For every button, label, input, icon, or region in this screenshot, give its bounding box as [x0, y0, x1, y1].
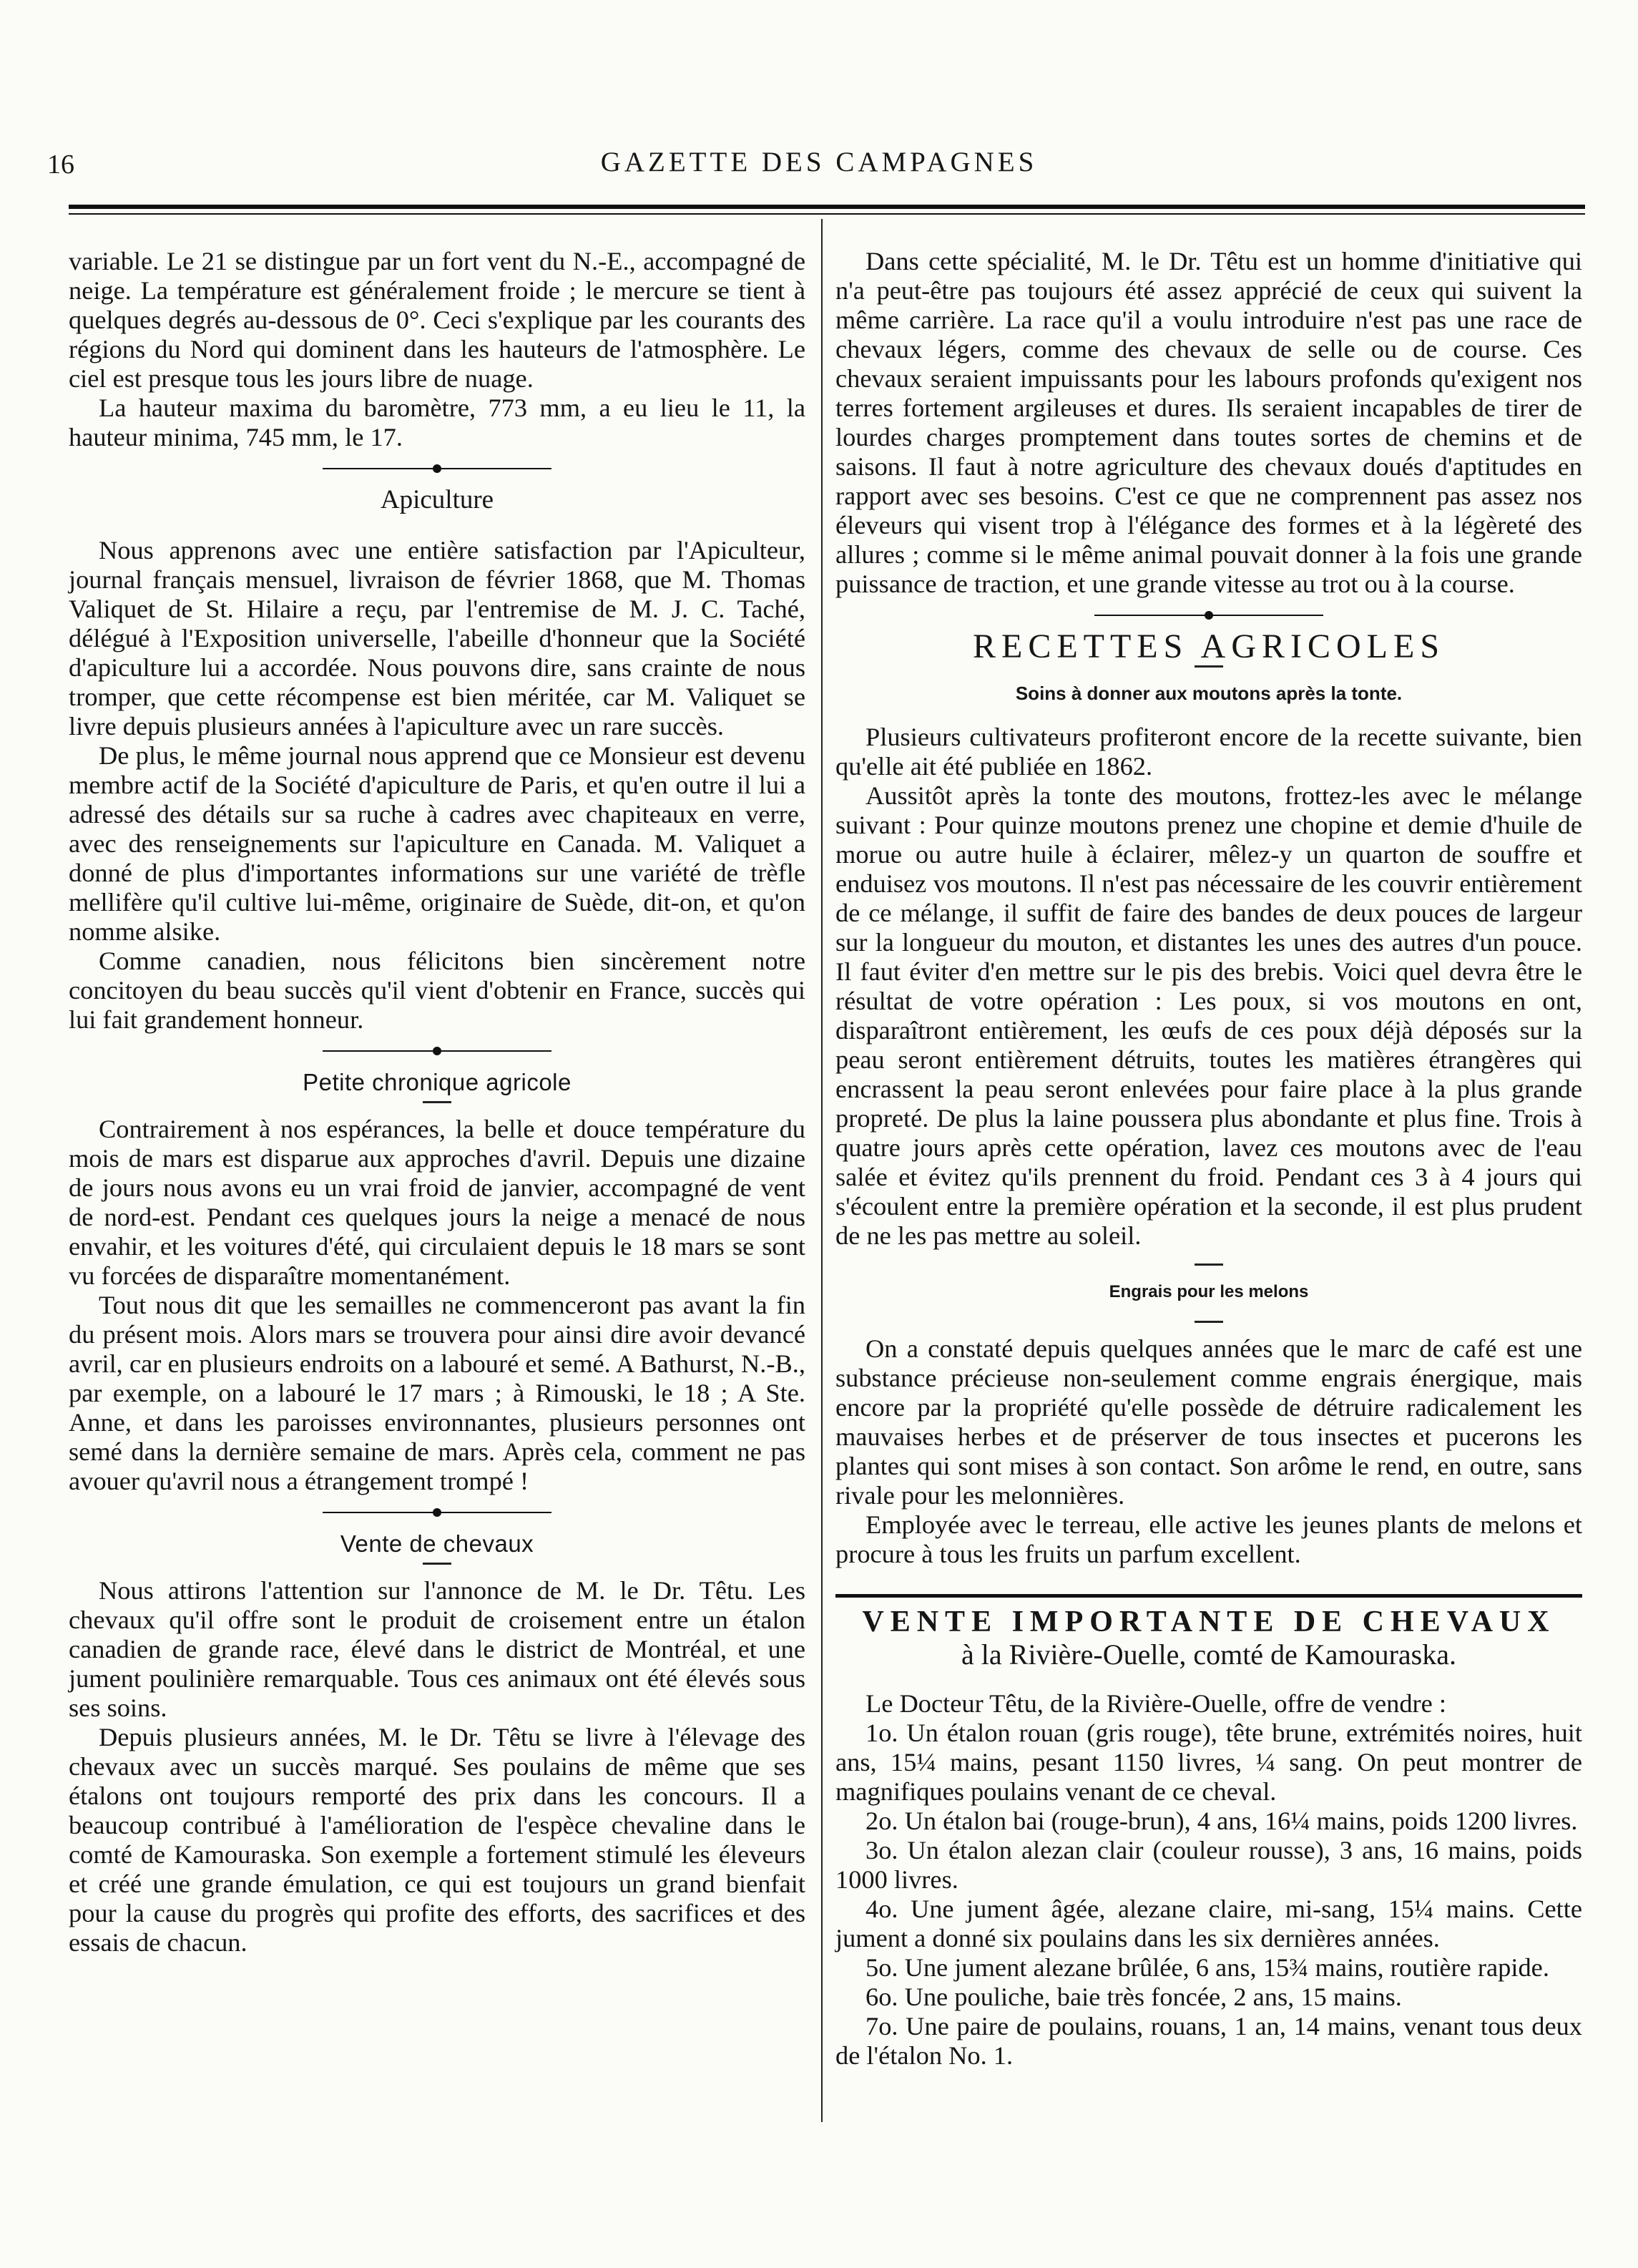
heading-dash	[423, 1101, 451, 1103]
apiculture-paragraph-2: De plus, le même journal nous apprend que ce Monsieur est devenu membre actif de la Société d'apiculture de Paris, et qu'en outre il lui a adressé des détails sur sa ruche à cadres avec chapiteaux en verre, avec des renseignements sur l'apiculture en Canada. M. Valiquet a donné de plus d'importantes informations sur une variété de trèfle mellifère qu'il cultive lui-même, originaire de Suède, dit-on, et qu'on nomme alsike.	[69, 741, 805, 946]
advertisement	[835, 1581, 1582, 2071]
left-column	[69, 247, 805, 1957]
list-item: 3o. Un étalon alezan clair (couleur rousse), 3 ans, 16 mains, poids 1000 livres.	[835, 1836, 1582, 1894]
weather-paragraph: variable. Le 21 se distingue par un fort vent du N.-E., accompagné de neige. La température est généralement froide ; le mercure se tient à quelques degrés au-dessous de 0°. Ceci s'explique par les courants des régions du Nord qui dominent dans les hauteurs de l'atmosphère. Le ciel est presque tous les jours libre de nuage.	[69, 247, 805, 393]
recettes-subheading: Soins à donner aux moutons après la tonte.	[1015, 683, 1403, 704]
section-divider	[323, 468, 551, 469]
melons-paragraph-2: Employée avec le terreau, elle active les jeunes plants de melons et procure à tous les fruits un parfum excellent.	[835, 1510, 1582, 1568]
list-item: 2o. Un étalon bai (rouge-brun), 4 ans, 16¼ mains, poids 1200 livres.	[865, 1807, 1578, 1835]
ad-title: VENTE IMPORTANTE DE CHEVAUX	[862, 1605, 1556, 1638]
section-divider	[323, 1512, 551, 1513]
melons-subheading: Engrais pour les melons	[1109, 1282, 1309, 1301]
heading-dash	[1195, 1321, 1223, 1323]
vente-paragraph-1: Nous attirons l'attention sur l'annonce de M. le Dr. Têtu. Les chevaux qu'il offre sont le produit de croisement entre un étalon canadien de grande race, élevé dans le district de Montréal, et une jument poulinière remarquable. Tous ces animaux ont été élevés sous ses soins.	[69, 1576, 805, 1722]
chronique-paragraph-2: Tout nous dit que les semailles ne commenceront pas avant la fin du présent mois. Alors mars se trouvera pour ainsi dire avoir devancé avril, car en plusieurs endroits on a labouré et semé. A Bathurst, N.-B., par exemple, on a labouré le 17 mars ; à Rimouski, le 18 ; A Ste. Anne, et dans les paroisses environnantes, plusieurs personnes ont semé dans la dernière semaine de mars. Après cela, comment ne pas avouer qu'avril nous a étrangement trompé !	[69, 1291, 805, 1495]
apiculture-paragraph-1: Nous apprenons avec une entière satisfaction par l'Apiculteur, journal français mensuel, livraison de février 1868, que M. Thomas Valiquet de St. Hilaire a reçu, par l'entremise de M. J. C. Taché, délégué à l'Exposition universelle, l'abeille d'honneur que la Société d'apiculture lui a accordée. Nous pouvons dire, sans crainte de nous tromper, que cette récompense est bien méritée, car M. Valiquet se livre depuis plusieurs années à l'apiculture avec un rare succès.	[69, 536, 805, 740]
list-item: 4o. Une jument âgée, alezane claire, mi-sang, 15¼ mains. Cette jument a donné six poulains dans les six dernières années.	[835, 1895, 1582, 1952]
heading-dash	[1195, 1263, 1223, 1266]
list-item: 6o. Une pouliche, baie très foncée, 2 ans, 15 mains.	[865, 1983, 1402, 2011]
chronique-heading: Petite chronique agricole	[303, 1069, 572, 1095]
masthead-rule	[69, 205, 1585, 209]
list-item: 5o. Une jument alezane brûlée, 6 ans, 15¾ mains, routière rapide.	[865, 1953, 1549, 1982]
ad-rule	[835, 1594, 1582, 1598]
apiculture-paragraph-3: Comme canadien, nous félicitons bien sincèrement notre concitoyen du beau succès qu'il vient d'obtenir en France, succès qui lui fait grandement honneur.	[69, 947, 805, 1034]
recettes-heading: RECETTES AGRICOLES	[972, 627, 1446, 665]
ad-subtitle: à la Rivière-Ouelle, comté de Kamouraska.	[961, 1638, 1456, 1671]
barometer-paragraph: La hauteur maxima du baromètre, 773 mm, a eu lieu le 11, la hauteur minima, 745 mm, le 17.	[69, 394, 805, 451]
vente-paragraph-2: Depuis plusieurs années, M. le Dr. Têtu se livre à l'élevage des chevaux avec un succès marqué. Ses poulains de même que ses étalons ont toujours remporté des prix dans les concours. Il a beaucoup contribué à l'amélioration de l'espèce chevaline dans le comté de Kamouraska. Son exemple a fortement stimulé les éleveurs et créé une grande émulation, ce qui est toujours un grand bienfait pour la cause du progrès qui profite des efforts, des sacrifices et des essais de chacun.	[69, 1723, 805, 1957]
horse-breeding-paragraph: Dans cette spécialité, M. le Dr. Têtu est un homme d'initiative qui n'a peut-être pas toujours été assez apprécié de ceux qui suivent la même carrière. La race qu'il a voulu introduire n'est pas une race de chevaux légers, comme des chevaux de selle ou de course. Ces chevaux seraient impuissants pour les labours profonds qu'exigent nos terres fortement argileuses et dures. Ils seraient incapables de tirer de lourdes charges promptement dans toutes sortes de chemins et de saisons. Il faut à notre agriculture des chevaux doués d'aptitudes en rapport avec ses besoins. C'est ce que ne comprennent pas assez nos éleveurs qui visent trop à l'élégance des formes et à la légèreté des allures ; comme si le même animal pouvait donner à la fois une grande puissance de traction, et une grande vitesse au trot ou à la course.	[835, 247, 1582, 598]
right-column	[835, 247, 1582, 1569]
recettes-paragraph-2: Aussitôt après la tonte des moutons, frottez-les avec le mélange suivant : Pour quinze moutons prenez une chopine et demie d'huile de morue ou autre huile à éclairer, mêlez-y un quarton de souffre et enduisez vos moutons. Il n'est pas nécessaire de les couvrir entièrement de ce mélange, il suffit de faire des bandes de deux pouces de largeur sur la longueur du mouton, et distantes les unes des autres d'un pouce. Il faut éviter d'en mettre sur le pis des brebis. Voici quel devra être le résultat de votre opération : Les poux, si vos moutons en ont, disparaîtront entièrement, les œufs de ces poux déjà déposés sur la peau seront entièrement détruits, toutes les matières étrangères qui encrassent la peau seront enlevées pour faire place à la plus grande propreté. De plus la laine poussera plus abondante et plus fine. Trois à quatre jours après cette opération, lavez ces moutons avec de l'eau salée et évitez qu'ils prennent du froid. Pendant ces 3 à 4 jours qui s'écoulent entre la première opération et la seconde, il est plus prudent de ne les pas mettre au soleil.	[835, 781, 1582, 1250]
recettes-paragraph-1: Plusieurs cultivateurs profiteront encore de la recette suivante, bien qu'elle ait été publiée en 1862.	[835, 723, 1582, 781]
ad-intro: Le Docteur Têtu, de la Rivière-Ouelle, offre de vendre :	[865, 1689, 1447, 1718]
chronique-paragraph-1: Contrairement à nos espérances, la belle et douce température du mois de mars est disparue aux approches d'avril. Depuis une dizaine de jours nous avons eu un vrai froid de janvier, accompagné de vent de nord-est. Pendant ces quelques jours la neige a menacé de nous envahir, et les voitures d'été, qui circulaient depuis le 18 mars se sont vu forcées de disparaître momentanément.	[69, 1115, 805, 1290]
list-item: 7o. Une paire de poulains, rouans, 1 an, 14 mains, venant tous deux de l'étalon No. 1.	[835, 2012, 1582, 2070]
section-divider	[323, 1050, 551, 1052]
vente-heading: Vente de chevaux	[340, 1530, 534, 1557]
heading-dash	[1195, 665, 1223, 668]
horse-list	[835, 1719, 1582, 2071]
masthead-rule-thin	[69, 213, 1585, 215]
masthead: GAZETTE DES CAMPAGNES	[600, 147, 1038, 177]
heading-dash	[423, 1563, 451, 1565]
apiculture-heading: Apiculture	[380, 485, 494, 514]
melons-paragraph-1: On a constaté depuis quelques années que le marc de café est une substance précieuse non-seulement comme engrais énergique, mais encore par la propriété qu'elle possède de détruire radicalement les mauvaises herbes et de préserver de tous insectes et pucerons les plantes qui sont mises à son contact. Son arôme le rend, en outre, sans rivale pour les melonnières.	[835, 1334, 1582, 1510]
page-number: 16	[47, 150, 74, 180]
column-divider	[821, 219, 823, 2122]
list-item: 1o. Un étalon rouan (gris rouge), tête brune, extrémités noires, huit ans, 15¼ mains, pesant 1150 livres, ¼ sang. On peut montrer de magnifiques poulains venant de ce cheval.	[835, 1719, 1582, 1806]
section-divider	[1094, 615, 1323, 616]
